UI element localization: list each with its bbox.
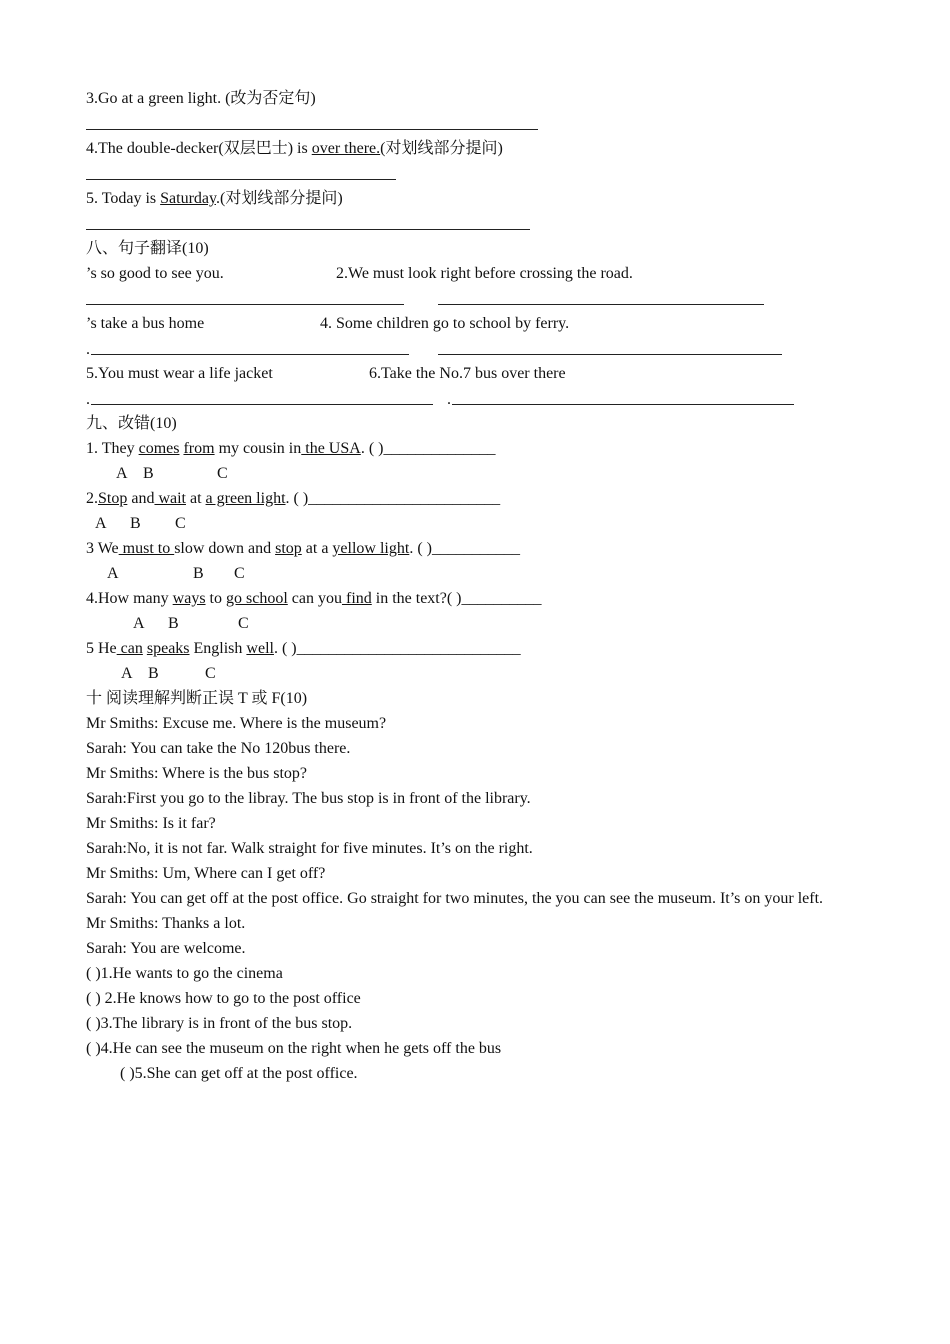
translation-item-5: 5.You must wear a life jacket (86, 365, 273, 382)
option-a: ways (172, 590, 206, 607)
text-segment: my cousin in (214, 440, 302, 457)
translation-answer-6[interactable] (452, 404, 794, 405)
letter-a: A (107, 565, 119, 582)
lead-dot: . (86, 341, 90, 358)
translation-item-3: ’s take a bus home (86, 315, 205, 332)
rewrite-question-5 (86, 189, 343, 209)
option-b: speaks (146, 640, 190, 657)
option-c: yellow light (332, 540, 410, 557)
text-segment: 2. (86, 490, 98, 507)
statement-4[interactable]: ( )4.He can see the museum on the right when he gets off the bus (86, 1040, 502, 1057)
option-b: go school (226, 590, 288, 607)
letter-a: A (116, 465, 128, 482)
letter-b: B (148, 665, 159, 682)
correction-item-4 (86, 589, 542, 609)
option-b: stop (275, 540, 302, 557)
statement-2[interactable]: ( ) 2.He knows how to go to the post office (86, 990, 361, 1007)
q4-underlined: over there. (311, 140, 381, 157)
option-c: find (341, 590, 372, 607)
text-segment: 3 We (86, 540, 119, 557)
text-segment: at a (301, 540, 333, 557)
statement-1[interactable]: ( )1.He wants to go the cinema (86, 965, 283, 982)
translation-answer-5[interactable] (91, 404, 433, 405)
dialogue-line: Mr Smiths: Um, Where can I get off? (86, 865, 326, 882)
text-segment: 1. They (86, 440, 139, 457)
text-segment: 5 He (86, 640, 117, 657)
dialogue-line: Mr Smiths: Excuse me. Where is the museum? (86, 715, 387, 732)
dialogue-line: Sarah: You can take the No 120bus there. (86, 740, 351, 757)
text-segment: slow down and (174, 540, 276, 557)
translation-answer-4[interactable] (438, 354, 782, 355)
lead-dot: . (447, 391, 451, 408)
option-c: well (246, 640, 274, 657)
option-b: from (183, 440, 215, 457)
letter-c: C (238, 615, 249, 632)
option-a: Stop (98, 490, 128, 507)
letter-b: B (193, 565, 204, 582)
translation-heading: 八、句子翻译(10) (86, 240, 209, 257)
letter-b: B (130, 515, 141, 532)
statement-3[interactable]: ( )3.The library is in front of the bus stop. (86, 1015, 353, 1032)
option-a: comes (138, 440, 180, 457)
lead-dot: . (86, 391, 90, 408)
text-segment: and (127, 490, 155, 507)
dialogue-line: Sarah: You are welcome. (86, 940, 246, 957)
answer-blank[interactable]: in the text?( )__________ (371, 590, 542, 607)
text-segment: to (205, 590, 226, 607)
translation-item-2: 2.We must look right before crossing the road. (336, 265, 633, 282)
option-c: a green light (205, 490, 286, 507)
letter-b: B (168, 615, 179, 632)
answer-blank[interactable]: . ( )____________________________ (273, 640, 521, 657)
translation-answer-2[interactable] (438, 304, 764, 305)
translation-item-1: ’s so good to see you. (86, 265, 224, 282)
letter-c: C (217, 465, 228, 482)
answer-blank[interactable]: . ( )______________ (360, 440, 496, 457)
rewrite-question-3: 3.Go at a green light. (改为否定句) (86, 90, 316, 107)
q5-underlined: Saturday (160, 190, 216, 207)
dialogue-line: Sarah: You can get off at the post office. Go straight for two minutes, the you can see the museum. It’s on your left. (86, 890, 824, 907)
text-segment: 4.How many (86, 590, 173, 607)
letter-c: C (234, 565, 245, 582)
answer-line-4[interactable] (86, 179, 396, 180)
option-a: must to (118, 540, 175, 557)
letter-c: C (205, 665, 216, 682)
rewrite-question-4 (86, 139, 503, 159)
q5-instruction: .(对划线部分提问) (215, 190, 343, 207)
dialogue-line: Sarah:First you go to the libray. The bus stop is in front of the library. (86, 790, 531, 807)
correction-item-1 (86, 439, 495, 459)
letter-a: A (95, 515, 107, 532)
q4-instruction: (对划线部分提问) (380, 140, 503, 157)
translation-answer-3[interactable] (91, 354, 409, 355)
correction-item-3 (86, 539, 520, 559)
dialogue-line: Mr Smiths: Thanks a lot. (86, 915, 246, 932)
translation-item-6: 6.Take the No.7 bus over there (369, 365, 566, 382)
dialogue-line: Mr Smiths: Where is the bus stop? (86, 765, 308, 782)
statement-5[interactable]: ( )5.She can get off at the post office. (120, 1065, 358, 1082)
q5-text: 5. Today is (86, 190, 161, 207)
option-a: can (116, 640, 143, 657)
reading-heading: 十 阅读理解判断正误 T 或 F(10) (86, 690, 308, 707)
correction-item-2 (86, 489, 500, 509)
answer-blank[interactable]: . ( )________________________ (285, 490, 501, 507)
dialogue-line: Mr Smiths: Is it far? (86, 815, 216, 832)
letter-a: A (121, 665, 133, 682)
letter-c: C (175, 515, 186, 532)
letter-a: A (133, 615, 145, 632)
text-segment: at (186, 490, 206, 507)
correction-item-5 (86, 639, 521, 659)
dialogue-line: Sarah:No, it is not far. Walk straight for five minutes. It’s on the right. (86, 840, 533, 857)
text-segment: can you (287, 590, 342, 607)
q4-text: 4.The double-decker(双层巴士) is (86, 140, 312, 157)
translation-answer-1[interactable] (86, 304, 404, 305)
answer-line-3[interactable] (86, 129, 538, 130)
letter-b: B (143, 465, 154, 482)
answer-line-5[interactable] (86, 229, 530, 230)
correction-heading: 九、改错(10) (86, 415, 177, 432)
text-segment: English (189, 640, 247, 657)
option-c: the USA (301, 440, 361, 457)
option-b: wait (154, 490, 186, 507)
translation-item-4: 4. Some children go to school by ferry. (320, 315, 570, 332)
answer-blank[interactable]: . ( )___________ (409, 540, 520, 557)
